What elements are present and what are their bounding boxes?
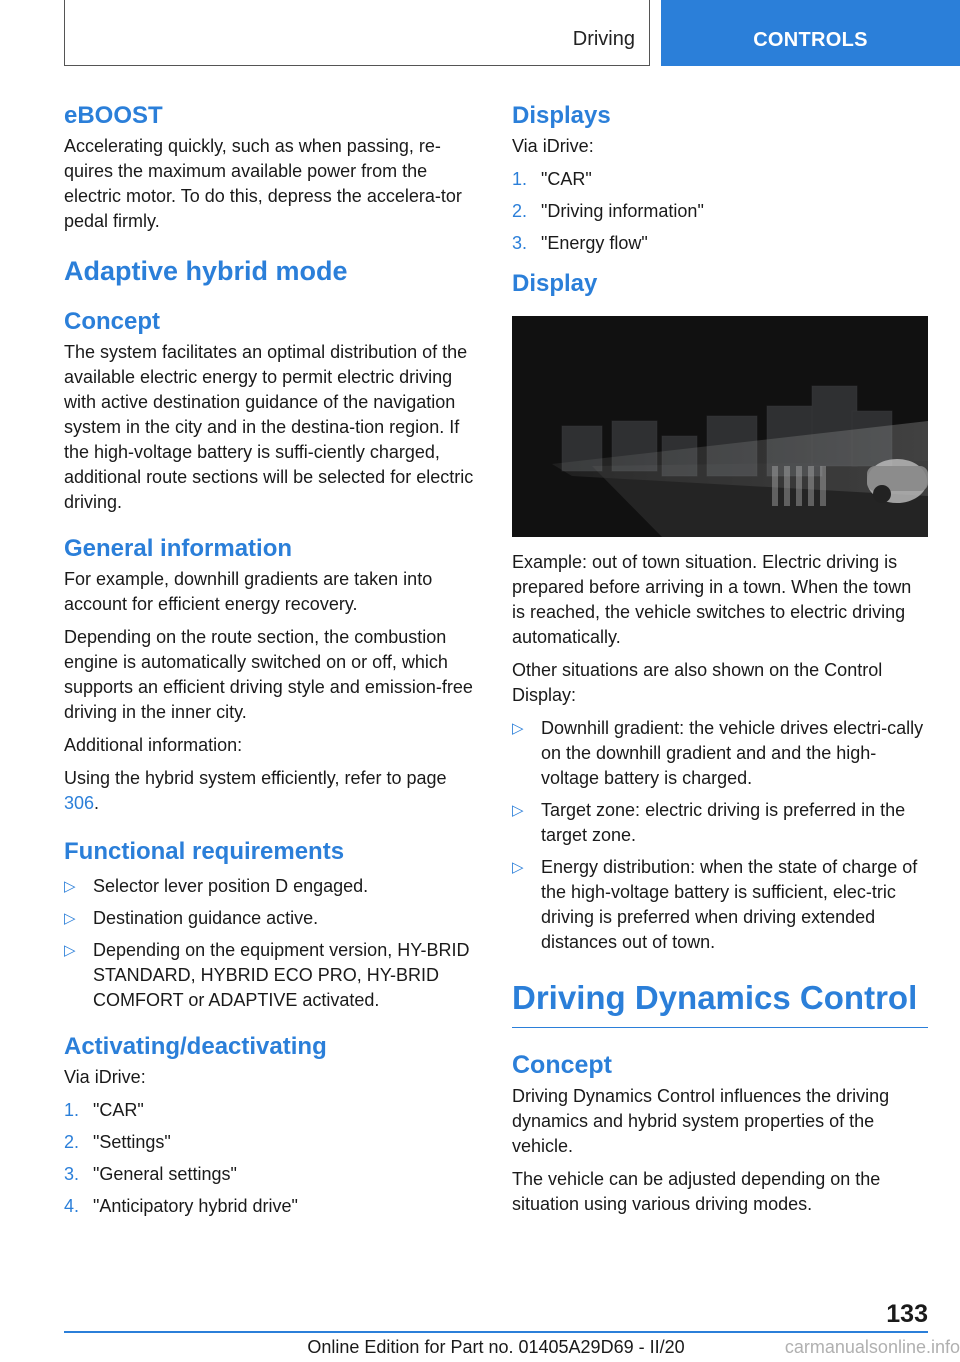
- triangle-bullet-icon: ▷: [64, 910, 76, 927]
- functional-requirements-heading: Functional requirements: [64, 838, 345, 865]
- displays-steps: [512, 167, 928, 256]
- road-scene-illustration: [512, 316, 928, 537]
- triangle-bullet-icon: ▷: [512, 720, 524, 737]
- list-item: 4. "Anticipatory hybrid drive": [64, 1196, 298, 1216]
- list-item: ▷ Downhill gradient: the vehicle drives electri-cally on the downhill gradient and and the high-voltage battery is charged.: [512, 718, 924, 788]
- ddc-concept-p1: Driving Dynamics Control influences the driving dynamics and hybrid system properties of the vehicle.: [512, 1086, 890, 1156]
- requirements-list: [64, 874, 476, 1013]
- general-info-p4-text: Using the hybrid system efficiently, refer to page: [64, 768, 447, 788]
- right-column: [512, 100, 928, 1217]
- displays-heading: Displays: [512, 102, 611, 129]
- activating-heading: Activating/deactivating: [64, 1033, 327, 1060]
- display-p2: Other situations are also shown on the Control Display:: [512, 660, 883, 705]
- header-chapter-tab[interactable]: [661, 0, 960, 66]
- triangle-bullet-icon: ▷: [64, 942, 76, 959]
- list-item: 1. "CAR": [512, 169, 592, 189]
- header-section-title: Driving: [572, 28, 635, 50]
- display-p1: Example: out of town situation. Electric driving is prepared before arriving in a town. When the town is reached, the vehicle switches to electric driving automatically.: [512, 552, 912, 647]
- displays-intro: Via iDrive:: [512, 136, 594, 156]
- triangle-bullet-icon: ▷: [512, 802, 524, 819]
- list-item: ▷ Selector lever position D engaged.: [64, 874, 476, 899]
- list-item: ▷ Target zone: electric driving is preferred in the target zone.: [512, 800, 906, 845]
- general-info-heading: General information: [64, 535, 293, 562]
- triangle-bullet-icon: ▷: [512, 859, 524, 876]
- triangle-bullet-icon: ▷: [64, 878, 76, 895]
- list-item: 3. "Energy flow": [512, 233, 648, 253]
- concept-body: The system facilitates an optimal distribution of the available electric energy to permit electric driving with active destination guidance of the navigation system in the city and in the destina-tion region. If the high-voltage battery is suffi-ciently charged, additional route sections will be selected for electric driving.: [64, 342, 474, 512]
- general-info-p4-suffix: .: [94, 793, 100, 813]
- general-info-p3: Additional information:: [64, 735, 243, 755]
- footer-divider: [64, 1331, 928, 1333]
- general-info-p2: Depending on the route section, the combustion engine is automatically switched on or off, which supports an efficient driving style and emission-free driving in the inner city.: [64, 627, 473, 722]
- list-item: ▷ Energy distribution: when the state of charge of the high-voltage battery is sufficient, elec-tric driving is preferred when driving extended distances out of town.: [512, 857, 918, 952]
- driving-dynamics-heading: Driving Dynamics Control: [512, 977, 928, 1028]
- activating-steps: [64, 1098, 476, 1219]
- adaptive-hybrid-heading: Adaptive hybrid mode: [64, 256, 348, 286]
- list-item: 2. "Driving information": [512, 201, 704, 221]
- page-number: 133: [886, 1300, 928, 1328]
- list-item: 2. "Settings": [64, 1132, 171, 1152]
- general-info-p1: For example, downhill gradients are taken into account for efficient energy recovery.: [64, 569, 433, 614]
- watermark-text: carmanualsonline.info: [784, 1337, 960, 1357]
- eboost-body: Accelerating quickly, such as when passing, re-quires the maximum available power from the electric motor. To do this, depress the accelera-tor pedal firmly.: [64, 136, 462, 231]
- header-frame: [64, 0, 650, 66]
- list-item: ▷ Depending on the equipment version, HY-BRID STANDARD, HYBRID ECO PRO, HY-BRID COMFORT or ADAPTIVE activated.: [64, 940, 470, 1010]
- situations-list: [512, 716, 928, 955]
- list-item: 1. "CAR": [64, 1100, 144, 1120]
- left-column: [64, 100, 476, 1226]
- ddc-concept-heading: Concept: [512, 1051, 612, 1079]
- general-info-p4: [64, 766, 476, 816]
- page-reference-link[interactable]: 306: [64, 793, 95, 813]
- concept-heading: Concept: [64, 308, 160, 335]
- list-item: 3. "General settings": [64, 1164, 237, 1184]
- activating-intro: Via iDrive:: [64, 1067, 146, 1087]
- header-chapter-label: CONTROLS: [753, 29, 868, 51]
- list-item: ▷ Destination guidance active.: [64, 906, 476, 931]
- eboost-heading: eBOOST: [64, 102, 163, 129]
- display-heading: Display: [512, 270, 598, 297]
- ddc-concept-p2: The vehicle can be adjusted depending on the situation using various driving modes.: [512, 1169, 881, 1214]
- energy-flow-display-image: [512, 316, 928, 537]
- edition-footer: Online Edition for Part no. 01405A29D69 - II/20: [307, 1337, 685, 1357]
